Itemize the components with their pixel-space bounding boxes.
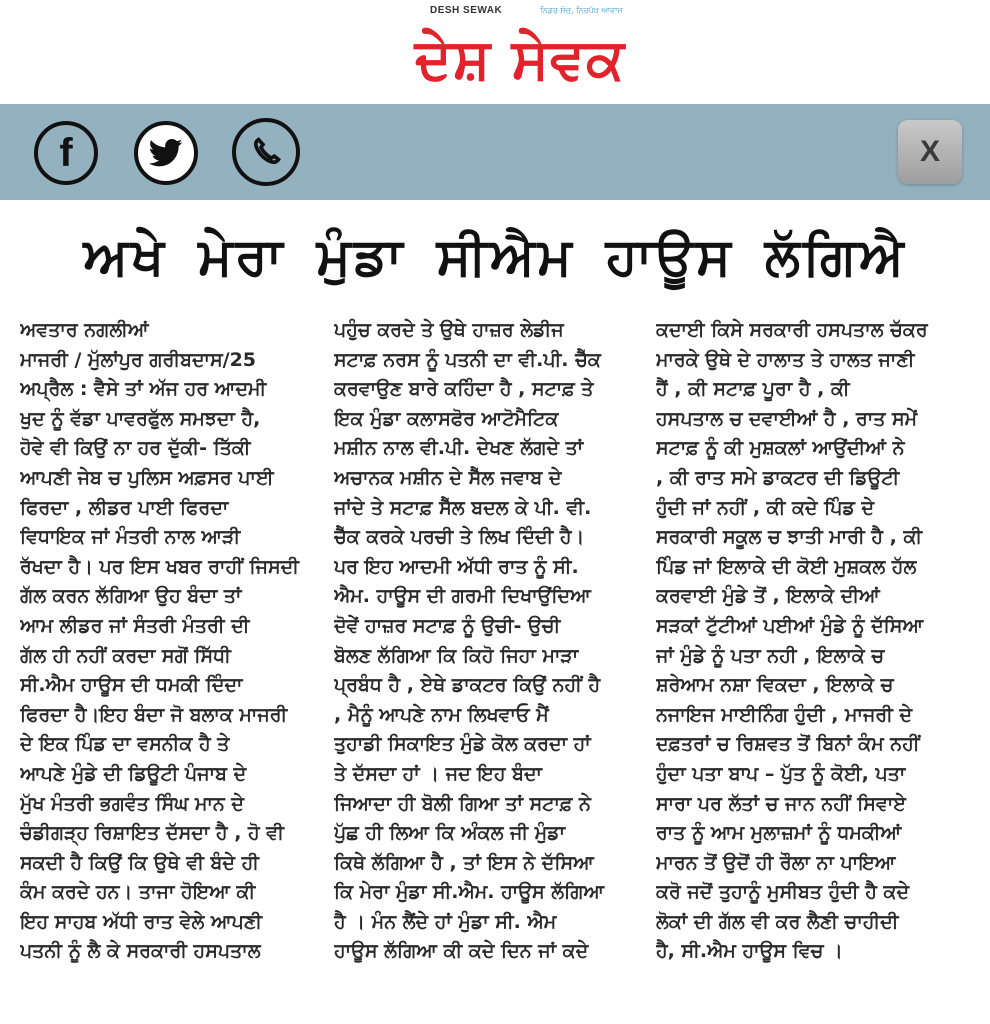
article-text-line: ਫਿਰਦਾ ਹੈ।ਇਹ ਬੰਦਾ ਜੋ ਬਲਾਕ ਮਾਜਰੀ — [20, 703, 288, 726]
article-text-line: ਹੁੰਦਾ ਪਤਾ ਬਾਪ – ਪੁੱਤ ਨੂੰ ਕੋਈ, ਪਤਾ — [656, 762, 906, 785]
article-text-line: ਰਾਤ ਨੂੰ ਆਮ ਮੁਲਾਜ਼ਮਾਂ ਨੂੰ ਧਮਕੀਆਂ — [656, 822, 902, 845]
article-text-line: ਪਿੰਡ ਜਾਂ ਇਲਾਕੇ ਦੀ ਕੋਈ ਮੁਸ਼ਕਲ ਹੱਲ — [656, 555, 917, 578]
article-body — [20, 316, 976, 1022]
article-text-line: ਸਰਕਾਰੀ ਸਕੂਲ ਚ ਝਾਤੀ ਮਾਰੀ ਹੈ , ਕੀ — [656, 526, 923, 549]
article-text-line: ਤੁਹਾਡੀ ਸਿਕਾਇਤ ਮੁੰਡੇ ਕੋਲ ਕਰਦਾ ਹਾਂ — [334, 733, 591, 756]
article-text-line: ਪ੍ਰਬੰਧ ਹੈ , ਏਥੇ ਡਾਕਟਰ ਕਿਉਂ ਨਹੀਂ ਹੈ — [334, 674, 601, 697]
article-text-line: ਮਾਰਨ ਤੋਂ ਉਦੋਂ ਹੀ ਰੌਲਾ ਨਾ ਪਾਇਆ — [656, 851, 896, 874]
article-text-line: ਕਦਾਈ ਕਿਸੇ ਸਰਕਾਰੀ ਹਸਪਤਾਲ ਚੱਕਰ — [656, 319, 928, 341]
article-text-line: ਸਟਾਫ਼ ਨਰਸ ਨੂੰ ਪਤਨੀ ਦਾ ਵੀ.ਪੀ. ਚੈੱਕ — [334, 348, 601, 371]
article-text-line: ਕਰੋ ਜਦੋਂ ਤੁਹਾਨੂੰ ਮੁਸੀਬਤ ਹੁੰਦੀ ਹੈ ਕਦੇ — [656, 881, 910, 904]
article-text-line: ਹਾਊਸ ਲੱਗਿਆ ਕੀ ਕਦੇ ਦਿਨ ਜਾਂ ਕਦੇ — [334, 940, 589, 963]
facebook-icon: f — [59, 131, 73, 175]
article-text-line: ਹੈ, ਸੀ.ਐਮ ਹਾਊਸ ਵਿਚ । — [656, 940, 843, 963]
article-text-line: ਤੇ ਦੱਸਦਾ ਹਾਂ । ਜਦ ਇਹ ਬੰਦਾ — [334, 762, 542, 785]
share-bar — [0, 104, 990, 200]
article-text-line: ਹੋਵੇ ਵੀ ਕਿਉਂ ਨਾ ਹਰ ਦੁੱਕੀ- ਤਿੱਕੀ — [20, 437, 251, 460]
article-text-line: ਗੱਲ ਕਰਨ ਲੱਗਿਆ ਉਹ ਬੰਦਾ ਤਾਂ — [20, 585, 242, 608]
close-button[interactable]: X — [898, 120, 962, 184]
logo-tagline: ਨਿਡਰ ਸੋਚ, ਨਿਰਪੱਖ ਆਵਾਜ਼ — [540, 6, 623, 15]
article-text-line: ਗੱਲ ਹੀ ਨਹੀਂ ਕਰਦਾ ਸਗੋਂ ਸਿੱਧੀ — [20, 644, 231, 667]
article-text-line: ਆਪਣੇ ਮੁੰਡੇ ਦੀ ਡਿਊਟੀ ਪੰਜਾਬ ਦੇ — [20, 762, 247, 785]
article-text-line: , ਕੀ ਰਾਤ ਸਮੇ ਡਾਕਟਰ ਦੀ ਡਿਊਟੀ — [656, 466, 900, 489]
twitter-icon — [149, 138, 183, 168]
article-text-line: ਫਿਰਦਾ , ਲੀਡਰ ਪਾਈ ਫਿਰਦਾ — [20, 496, 229, 519]
article-text-line: ਸ਼ਰੇਆਮ ਨਸ਼ਾ ਵਿਕਦਾ , ਇਲਾਕੇ ਚ — [656, 674, 894, 697]
article-text-line: ਮੁੱਖ ਮੰਤਰੀ ਭਗਵੰਤ ਸਿੰਘ ਮਾਨ ਦੇ — [20, 792, 245, 815]
article-text-line: ਅਪ੍ਰੈਲ : ਵੈਸੇ ਤਾਂ ਅੱਜ ਹਰ ਆਦਮੀ — [20, 378, 267, 401]
article-text-line: ਮਾਜਰੀ / ਮੁੱਲਾਂਪੁਰ ਗਰੀਬਦਾਸ/25 — [20, 348, 257, 371]
article-text-line: ਸਾਰਾ ਪਰ ਲੱਤਾਂ ਚ ਜਾਨ ਨਹੀਂ ਸਿਵਾਏ — [656, 792, 906, 815]
facebook-share-button[interactable] — [34, 121, 98, 185]
article-text-line: ਲੋਕਾਂ ਦੀ ਗੱਲ ਵੀ ਕਰ ਲੈਣੀ ਚਾਹੀਦੀ — [656, 910, 899, 933]
article-text-line: ਬੋਲਣ ਲੱਗਿਆ ਕਿ ਕਿਹੋ ਜਿਹਾ ਮਾੜਾ — [334, 644, 579, 667]
article-text-line: ਵਿਧਾਇਕ ਜਾਂ ਮੰਤਰੀ ਨਾਲ ਆੜੀ — [20, 526, 241, 549]
article-text-line: ਕਰਵਾਉਣ ਬਾਰੇ ਕਹਿੰਦਾ ਹੈ , ਸਟਾਫ਼ ਤੇ — [334, 378, 594, 401]
article-text-line: ਚੰਡੀਗੜ੍ਹ ਰਿਸ਼ਾਇਤ ਦੱਸਦਾ ਹੈ , ਹੋ ਵੀ — [20, 822, 284, 845]
article-text-line: ਇਕ ਮੁੰਡਾ ਕਲਾਸਫੋਰ ਆਟੋਮੈਟਿਕ — [334, 407, 559, 430]
masthead — [0, 0, 990, 105]
article-text-line: ਆਮ ਲੀਡਰ ਜਾਂ ਸੰਤਰੀ ਮੰਤਰੀ ਦੀ — [20, 614, 250, 637]
article-text-line: ਹਸਪਤਾਲ ਚ ਦਵਾਈਆਂ ਹੈ , ਰਾਤ ਸਮੇਂ — [656, 407, 918, 430]
article-text-line: ਸਟਾਫ਼ ਨੂੰ ਕੀ ਮੁਸ਼ਕਲਾਂ ਆਉਂਦੀਆਂ ਨੇ — [656, 437, 905, 460]
article-text-line: ਪਤਨੀ ਨੂੰ ਲੈ ਕੇ ਸਰਕਾਰੀ ਹਸਪਤਾਲ — [20, 940, 261, 963]
article-text-line: ਪੁੱਛ ਹੀ ਲਿਆ ਕਿ ਅੰਕਲ ਜੀ ਮੁੰਡਾ — [334, 822, 566, 845]
article-text-line: ਨਜਾਇਜ ਮਾਈਨਿੰਗ ਹੁੰਦੀ , ਮਾਜਰੀ ਦੇ — [656, 703, 913, 726]
article-text-line: ਪਹੁੰਚ ਕਰਦੇ ਤੇ ਉਥੇ ਹਾਜ਼ਰ ਲੇਡੀਜ — [334, 319, 564, 341]
article-text-line: ਰੱਖਦਾ ਹੈ। ਪਰ ਇਸ ਖਬਰ ਰਾਹੀਂ ਜਿਸਦੀ — [20, 555, 299, 578]
article-text-line: ਸਕਦੀ ਹੈ ਕਿਉਂ ਕਿ ਉਥੇ ਵੀ ਬੰਦੇ ਹੀ — [20, 851, 259, 874]
logo-text: ਦੇਸ਼ ਸੇਵਕ — [414, 27, 626, 92]
logo-english-text: DESH SEWAK — [430, 5, 503, 16]
article-text-line: ਸੜਕਾਂ ਟੁੱਟੀਆਂ ਪਈਆਂ ਮੁੰਡੇ ਨੂੰ ਦੱਸਿਆ — [656, 614, 924, 637]
article-text-line: ਚੈੱਕ ਕਰਕੇ ਪਰਚੀ ਤੇ ਲਿਖ ਦਿੰਦੀ ਹੈ। — [334, 526, 585, 549]
article-column-1 — [20, 316, 322, 1022]
article-text-line: ਆਪਣੀ ਜੇਬ ਚ ਪੁਲਿਸ ਅਫ਼ਸਰ ਪਾਈ — [20, 466, 274, 489]
author-byline: ਅਵਤਾਰ ਨਗਲੀਆਂ — [20, 319, 149, 341]
article-text-line: ਦਫ਼ਤਰਾਂ ਚ ਰਿਸ਼ਵਤ ਤੋਂ ਬਿਨਾਂ ਕੰਮ ਨਹੀਂ — [656, 733, 920, 756]
article-column-2 — [334, 316, 644, 1022]
article-text-line: ਐਮ. ਹਾਊਸ ਦੀ ਗਰਮੀ ਦਿਖਾਉਂਦਿਆ — [334, 585, 591, 608]
article-text-line: ਦੋਵੇਂ ਹਾਜ਼ਰ ਸਟਾਫ਼ ਨੂੰ ਉਚੀ- ਉਚੀ — [334, 614, 561, 637]
article-text-line: ਕਿ ਮੇਰਾ ਮੁੰਡਾ ਸੀ.ਐਮ. ਹਾਊਸ ਲੱਗਿਆ — [334, 881, 605, 904]
article-text-line: , ਮੈਨੂੰ ਆਪਣੇ ਨਾਮ ਲਿਖਵਾਓ ਮੈਂ — [334, 703, 549, 726]
article-text-line: ਹੈਂ , ਕੀ ਸਟਾਫ਼ ਪੂਰਾ ਹੈ , ਕੀ — [656, 378, 850, 401]
article-text-line: ਮਸ਼ੀਨ ਨਾਲ ਵੀ.ਪੀ. ਦੇਖਣ ਲੱਗਦੇ ਤਾਂ — [334, 437, 584, 460]
article-text-line: ਜਾਂਦੇ ਤੇ ਸਟਾਫ਼ ਸੈੱਲ ਬਦਲ ਕੇ ਪੀ. ਵੀ. — [334, 496, 592, 519]
article-text-line: ਕਰਵਾਈ ਮੁੰਡੇ ਤੋਂ , ਇਲਾਕੇ ਦੀਆਂ — [656, 585, 880, 608]
article-headline: ਅਖੇ ਮੇਰਾ ਮੁੰਡਾ ਸੀਐਮ ਹਾਊਸ ਲੱਗਿਐ — [83, 227, 907, 287]
article-text-line: ਇਹ ਸਾਹਬ ਅੱਧੀ ਰਾਤ ਵੇਲੇ ਆਪਣੀ — [20, 910, 263, 933]
article-text-line: ਜਿਆਦਾ ਹੀ ਬੋਲੀ ਗਿਆ ਤਾਂ ਸਟਾਫ਼ ਨੇ — [334, 792, 591, 815]
article-text-line: ਕੰਮ ਕਰਦੇ ਹਨ। ਤਾਜਾ ਹੋਇਆ ਕੀ — [20, 881, 256, 904]
article-text-line: ਕਿਥੇ ਲੱਗਿਆ ਹੈ , ਤਾਂ ਇਸ ਨੇ ਦੱਸਿਆ — [334, 851, 594, 874]
article-text-line: ਖੁਦ ਨੂੰ ਵੱਡਾ ਪਾਵਰਫੁੱਲ ਸਮਝਦਾ ਹੈ, — [20, 407, 261, 430]
article-text-line: ਸੀ.ਐਮ ਹਾਊਸ ਦੀ ਧਮਕੀ ਦਿੰਦਾ — [20, 674, 243, 697]
article-text-line: ਮਾਰਕੇ ਉਥੇ ਦੇ ਹਾਲਾਤ ਤੇ ਹਾਲਤ ਜਾਣੀ — [656, 348, 915, 371]
article-column-3 — [656, 316, 976, 1022]
article-text-line: ਦੇ ਇਕ ਪਿੰਡ ਦਾ ਵਸਨੀਕ ਹੈ ਤੇ — [20, 733, 230, 756]
twitter-share-button[interactable] — [134, 121, 198, 185]
article-text-line: ਹੁੰਦੀ ਜਾਂ ਨਹੀਂ , ਕੀ ਕਦੇ ਪਿੰਡ ਦੇ — [656, 496, 875, 519]
article-text-line: ਪਰ ਇਹ ਆਦਮੀ ਅੱਧੀ ਰਾਤ ਨੂੰ ਸੀ. — [334, 555, 579, 578]
article-text-line: ਜਾਂ ਮੁੰਡੇ ਨੂੰ ਪਤਾ ਨਹੀ , ਇਲਾਕੇ ਚ — [656, 644, 885, 667]
whatsapp-icon — [246, 132, 286, 172]
desh-sewak-logo[interactable] — [380, 0, 660, 104]
article-text-line: ਹੈ । ਮੰਨ ਲੈਂਦੇ ਹਾਂ ਮੁੰਡਾ ਸੀ. ਐਮ — [334, 910, 557, 933]
whatsapp-share-button[interactable] — [232, 118, 300, 186]
article-text-line: ਅਚਾਨਕ ਮਸ਼ੀਨ ਦੇ ਸੈੱਲ ਜਵਾਬ ਦੇ — [334, 466, 562, 489]
